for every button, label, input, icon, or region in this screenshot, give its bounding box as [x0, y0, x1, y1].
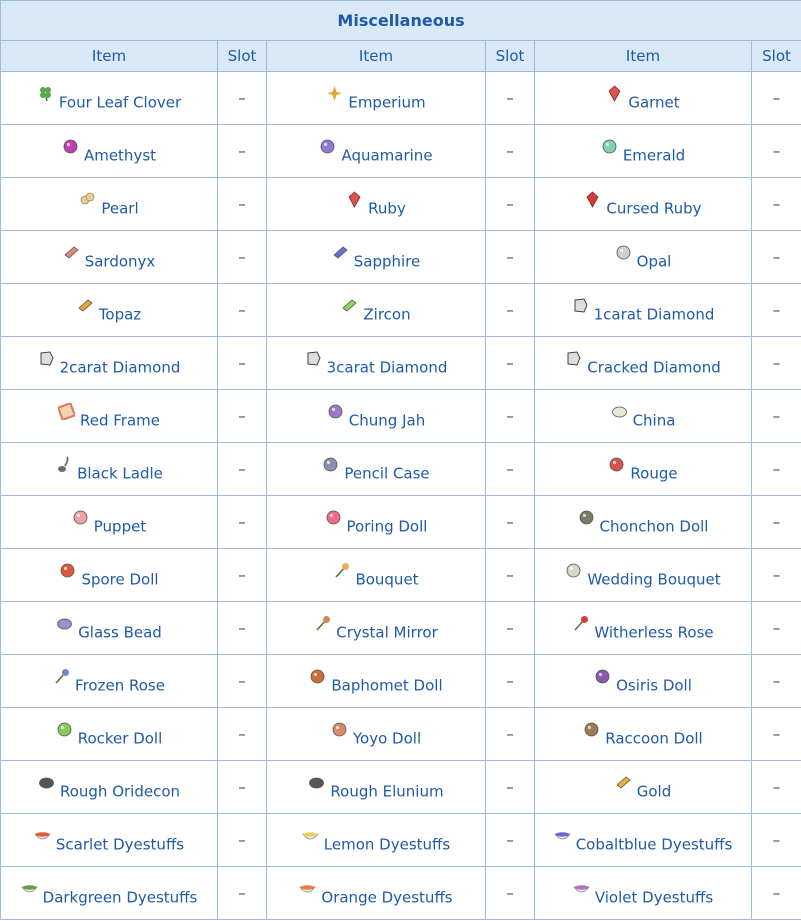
slot-cell: – — [752, 72, 801, 125]
raccoon-doll-icon — [583, 721, 600, 738]
item-entry — [58, 411, 160, 430]
item-name: Topaz — [98, 305, 142, 324]
slot-cell: – — [752, 390, 801, 443]
item-name: Black Ladle — [77, 464, 163, 483]
slot-cell: – — [752, 231, 801, 284]
dye-bowl-icon — [554, 827, 571, 844]
item-entry — [578, 517, 709, 536]
table-row — [1, 231, 801, 284]
item-entry — [565, 358, 720, 377]
item-entry — [594, 676, 692, 695]
item-entry — [583, 729, 702, 748]
ladle-icon — [55, 456, 72, 473]
slot-cell: – — [752, 761, 801, 814]
item-cell — [535, 284, 752, 337]
item-cell — [535, 178, 752, 231]
item-name: Poring Doll — [346, 517, 428, 536]
topaz-icon — [77, 297, 94, 314]
item-cell — [535, 72, 752, 125]
item-name: Garnet — [628, 93, 680, 112]
item-name: Sardonyx — [84, 252, 156, 271]
item-entry — [332, 252, 421, 271]
item-name: Rough Elunium — [330, 782, 444, 801]
item-cell — [267, 708, 486, 761]
item-cell — [267, 867, 486, 920]
item-entry — [615, 252, 672, 271]
item-name: Puppet — [93, 517, 147, 536]
sapphire-icon — [332, 244, 349, 261]
item-cell — [267, 178, 486, 231]
item-name: Sapphire — [353, 252, 421, 271]
item-entry — [611, 411, 676, 430]
diamond-icon — [305, 350, 322, 367]
item-name: Pearl — [101, 199, 139, 218]
item-name: Opal — [636, 252, 672, 271]
item-cell — [1, 867, 218, 920]
item-name: 2carat Diamond — [59, 358, 181, 377]
frame-icon — [58, 403, 75, 420]
item-name: Scarlet Dyestuffs — [55, 835, 185, 854]
slot-cell: – — [486, 549, 535, 602]
table-row — [1, 496, 801, 549]
item-cell — [535, 390, 752, 443]
table-title: Miscellaneous — [1, 1, 801, 41]
table-row — [1, 814, 801, 867]
item-name: 3carat Diamond — [326, 358, 448, 377]
osiris-doll-icon — [594, 668, 611, 685]
item-entry — [554, 835, 733, 854]
item-cell — [267, 655, 486, 708]
slot-cell: – — [218, 761, 267, 814]
item-name: Lemon Dyestuffs — [323, 835, 451, 854]
item-name: Rough Oridecon — [59, 782, 181, 801]
item-name: Red Frame — [79, 411, 160, 430]
item-entry — [34, 835, 184, 854]
slot-cell: – — [218, 496, 267, 549]
dye-bowl-icon — [21, 880, 38, 897]
item-cell — [267, 284, 486, 337]
slot-cell: – — [218, 72, 267, 125]
slot-cell: – — [218, 337, 267, 390]
item-cell — [1, 602, 218, 655]
slot-cell: – — [486, 814, 535, 867]
item-name: Crystal Mirror — [336, 623, 438, 642]
item-name: Rocker Doll — [77, 729, 163, 748]
item-entry — [608, 464, 677, 483]
item-cell — [267, 814, 486, 867]
column-header-slot: Slot — [752, 41, 801, 72]
item-cell — [1, 708, 218, 761]
dye-bowl-icon — [302, 827, 319, 844]
slot-cell: – — [218, 814, 267, 867]
zircon-icon — [341, 297, 358, 314]
item-cell — [267, 602, 486, 655]
rough-elunium-icon — [308, 774, 325, 791]
item-entry — [59, 570, 158, 589]
item-entry — [327, 411, 425, 430]
item-entry — [572, 305, 715, 324]
item-entry — [55, 464, 163, 483]
item-name: 1carat Diamond — [593, 305, 715, 324]
sardonyx-icon — [63, 244, 80, 261]
slot-cell: – — [752, 178, 801, 231]
item-entry — [38, 782, 180, 801]
slot-cell: – — [752, 867, 801, 920]
slot-cell: – — [752, 708, 801, 761]
opal-icon — [615, 244, 632, 261]
wedding-bouquet-icon — [565, 562, 582, 579]
dye-bowl-icon — [573, 880, 590, 897]
slot-cell: – — [486, 655, 535, 708]
item-cell — [535, 496, 752, 549]
slot-cell: – — [218, 178, 267, 231]
item-cell — [267, 231, 486, 284]
item-entry — [565, 570, 720, 589]
table-row — [1, 178, 801, 231]
item-cell — [535, 231, 752, 284]
column-header-item: Item — [267, 41, 486, 72]
item-cell — [267, 72, 486, 125]
aquamarine-icon — [319, 138, 336, 155]
table-row — [1, 337, 801, 390]
item-name: China — [632, 411, 676, 430]
item-entry — [584, 199, 701, 218]
item-cell — [1, 284, 218, 337]
item-cell — [535, 867, 752, 920]
item-name: Glass Bead — [78, 623, 162, 642]
item-cell — [267, 496, 486, 549]
dye-bowl-icon — [299, 880, 316, 897]
item-entry — [322, 464, 429, 483]
item-entry — [308, 782, 443, 801]
frozen-rose-icon — [53, 668, 70, 685]
poring-doll-icon — [325, 509, 342, 526]
slot-cell: – — [752, 496, 801, 549]
item-entry — [38, 358, 181, 377]
item-name: Osiris Doll — [616, 676, 692, 695]
item-entry — [346, 199, 406, 218]
item-name: Chung Jah — [348, 411, 426, 430]
item-cell — [535, 337, 752, 390]
bouquet-icon — [333, 562, 350, 579]
slot-cell: – — [486, 284, 535, 337]
slot-cell: – — [218, 655, 267, 708]
slot-cell: – — [752, 814, 801, 867]
emperium-icon — [326, 85, 343, 102]
slot-cell: – — [486, 72, 535, 125]
item-cell — [1, 390, 218, 443]
item-entry — [62, 146, 156, 165]
item-cell — [535, 814, 752, 867]
diamond-icon — [565, 350, 582, 367]
item-cell — [535, 761, 752, 814]
slot-cell: – — [752, 337, 801, 390]
diamond-icon — [572, 297, 589, 314]
table-row — [1, 125, 801, 178]
table-row — [1, 602, 801, 655]
item-name: Orange Dyestuffs — [321, 888, 453, 907]
item-name: Darkgreen Dyestuffs — [42, 888, 198, 907]
chung-jah-icon — [327, 403, 344, 420]
item-name: Bouquet — [355, 570, 419, 589]
ruby-icon — [346, 191, 363, 208]
slot-cell: – — [218, 231, 267, 284]
table-row — [1, 708, 801, 761]
pencil-case-icon — [322, 456, 339, 473]
rouge-icon — [608, 456, 625, 473]
item-cell — [1, 72, 218, 125]
slot-cell: – — [752, 125, 801, 178]
glass-bead-icon — [56, 615, 73, 632]
slot-cell: – — [486, 178, 535, 231]
item-cell — [535, 443, 752, 496]
amethyst-icon — [62, 138, 79, 155]
item-entry — [314, 623, 438, 642]
mirror-icon — [314, 615, 331, 632]
item-cell — [267, 390, 486, 443]
slot-cell: – — [218, 602, 267, 655]
item-cell — [1, 231, 218, 284]
dye-bowl-icon — [34, 827, 51, 844]
item-name: Cracked Diamond — [587, 358, 721, 377]
table-row — [1, 655, 801, 708]
item-entry — [305, 358, 448, 377]
item-cell — [1, 761, 218, 814]
slot-cell: – — [486, 708, 535, 761]
table-row — [1, 390, 801, 443]
emerald-icon — [601, 138, 618, 155]
rough-oridecon-icon — [38, 774, 55, 791]
slot-cell: – — [218, 443, 267, 496]
item-name: Four Leaf Clover — [58, 93, 182, 112]
slot-cell: – — [218, 708, 267, 761]
item-entry — [572, 623, 713, 642]
item-entry — [56, 623, 162, 642]
item-name: Emperium — [348, 93, 426, 112]
spore-doll-icon — [59, 562, 76, 579]
slot-cell: – — [486, 602, 535, 655]
item-name: Frozen Rose — [75, 676, 165, 695]
china-icon — [611, 403, 628, 420]
item-entry — [325, 517, 428, 536]
item-name: Zircon — [363, 305, 411, 324]
table-row — [1, 549, 801, 602]
slot-cell: – — [486, 125, 535, 178]
item-entry — [72, 517, 146, 536]
item-entry — [341, 305, 410, 324]
item-cell — [267, 549, 486, 602]
slot-cell: – — [218, 867, 267, 920]
diamond-icon — [38, 350, 55, 367]
slot-cell: – — [218, 125, 267, 178]
slot-cell: – — [752, 549, 801, 602]
rose-icon — [572, 615, 589, 632]
cursed-ruby-icon — [584, 191, 601, 208]
clover-icon — [37, 85, 54, 102]
slot-cell: – — [486, 761, 535, 814]
slot-cell: – — [752, 443, 801, 496]
pearl-icon — [79, 191, 96, 208]
item-cell — [267, 443, 486, 496]
slot-cell: – — [218, 390, 267, 443]
slot-cell: – — [752, 284, 801, 337]
item-name: Amethyst — [83, 146, 157, 165]
item-name: Ruby — [368, 199, 406, 218]
item-name: Wedding Bouquet — [587, 570, 721, 589]
table-row — [1, 284, 801, 337]
slot-cell: – — [752, 655, 801, 708]
item-cell — [535, 602, 752, 655]
item-cell — [1, 125, 218, 178]
item-cell — [1, 549, 218, 602]
table-row — [1, 761, 801, 814]
item-cell — [1, 443, 218, 496]
gold-icon — [615, 774, 632, 791]
item-cell — [1, 178, 218, 231]
item-entry — [56, 729, 163, 748]
item-name: Cobaltblue Dyestuffs — [575, 835, 733, 854]
slot-cell: – — [486, 337, 535, 390]
slot-cell: – — [486, 443, 535, 496]
rocker-doll-icon — [56, 721, 73, 738]
item-name: Spore Doll — [81, 570, 159, 589]
item-cell — [267, 761, 486, 814]
item-entry — [37, 93, 181, 112]
item-name: Yoyo Doll — [352, 729, 422, 748]
item-entry — [63, 252, 156, 271]
item-entry — [601, 146, 685, 165]
column-header-item: Item — [1, 41, 218, 72]
item-entry — [77, 305, 141, 324]
item-cell — [267, 337, 486, 390]
slot-cell: – — [218, 549, 267, 602]
item-entry — [573, 888, 713, 907]
item-cell — [1, 655, 218, 708]
slot-cell: – — [752, 602, 801, 655]
garnet-icon — [606, 85, 623, 102]
item-cell — [1, 814, 218, 867]
table-row — [1, 443, 801, 496]
item-cell — [1, 496, 218, 549]
baphomet-doll-icon — [309, 668, 326, 685]
table-body — [1, 72, 801, 920]
item-entry — [319, 146, 432, 165]
column-header-item: Item — [535, 41, 752, 72]
item-cell — [1, 337, 218, 390]
item-name: Witherless Rose — [594, 623, 714, 642]
item-name: Aquamarine — [341, 146, 433, 165]
item-name: Pencil Case — [344, 464, 430, 483]
item-name: Cursed Ruby — [606, 199, 702, 218]
item-cell — [535, 708, 752, 761]
item-name: Rouge — [630, 464, 678, 483]
table-row — [1, 867, 801, 920]
slot-cell: – — [218, 284, 267, 337]
item-name: Emerald — [622, 146, 686, 165]
puppet-icon — [72, 509, 89, 526]
item-cell — [535, 655, 752, 708]
item-cell — [535, 549, 752, 602]
item-entry — [606, 93, 679, 112]
item-entry — [331, 729, 421, 748]
item-entry — [333, 570, 418, 589]
item-entry — [79, 199, 138, 218]
item-entry — [309, 676, 442, 695]
item-name: Raccoon Doll — [605, 729, 703, 748]
item-name: Gold — [636, 782, 672, 801]
item-entry — [299, 888, 452, 907]
slot-cell: – — [486, 867, 535, 920]
column-header-slot: Slot — [218, 41, 267, 72]
yoyo-doll-icon — [331, 721, 348, 738]
chonchon-doll-icon — [578, 509, 595, 526]
slot-cell: – — [486, 496, 535, 549]
slot-cell: – — [486, 231, 535, 284]
item-name: Violet Dyestuffs — [594, 888, 714, 907]
item-entry — [21, 888, 198, 907]
item-cell — [267, 125, 486, 178]
column-header-slot: Slot — [486, 41, 535, 72]
item-entry — [326, 93, 425, 112]
item-cell — [535, 125, 752, 178]
item-name: Baphomet Doll — [331, 676, 443, 695]
item-entry — [53, 676, 165, 695]
slot-cell: – — [486, 390, 535, 443]
item-entry — [615, 782, 672, 801]
item-entry — [302, 835, 450, 854]
item-name: Chonchon Doll — [599, 517, 709, 536]
table-row — [1, 72, 801, 125]
